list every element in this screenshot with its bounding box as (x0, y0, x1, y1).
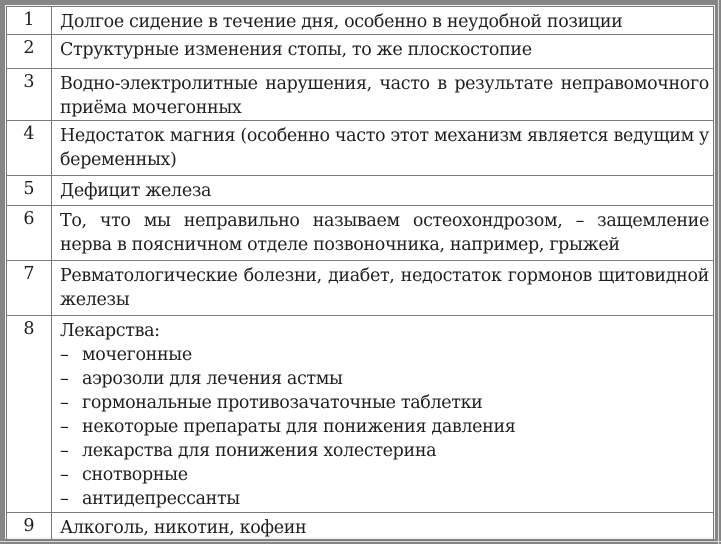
medications-heading: Лекарства: (60, 321, 160, 341)
row-number: 9 (7, 513, 52, 541)
document-sheet (6, 6, 713, 537)
table-row (7, 316, 714, 513)
row-text: Водно-электролитные нарушения, часто в результате неправомочного приёма мочегонных (52, 69, 714, 121)
table-row (7, 176, 714, 206)
dash-bullet-icon: – (60, 393, 69, 413)
dash-bullet-icon: – (60, 465, 69, 485)
table-row (7, 35, 714, 69)
dash-bullet-icon: – (60, 489, 69, 509)
medication-item (60, 439, 709, 463)
medication-item (60, 463, 709, 487)
dash-bullet-icon: – (60, 369, 69, 389)
dash-bullet-icon: – (60, 441, 69, 461)
dash-bullet-icon: – (60, 345, 69, 365)
row-number: 3 (7, 69, 52, 121)
row-text: Долгое сидение в течение дня, особенно в неудобной позиции (52, 7, 714, 35)
table-row (7, 121, 714, 176)
row-number: 2 (7, 35, 52, 69)
row-text: Недостаток магния (особенно часто этот механизм является ведущим у беременных) (52, 121, 714, 176)
row-number: 5 (7, 176, 52, 206)
table-row (7, 261, 714, 316)
row-number: 1 (7, 7, 52, 35)
medication-label: мочегонные (82, 345, 192, 365)
medication-item (60, 415, 709, 439)
frame-edge-right (718, 0, 719, 544)
causes-table (6, 6, 714, 541)
frame-edge-bottom (0, 541, 721, 542)
table-row (7, 7, 714, 35)
table-row (7, 206, 714, 261)
medication-label: аэрозоли для лечения астмы (82, 369, 343, 389)
row-number: 8 (7, 316, 52, 513)
table-row (7, 513, 714, 541)
medication-item (60, 367, 709, 391)
medication-label: некоторые препараты для понижения давления (82, 417, 516, 437)
medication-item (60, 343, 709, 367)
row-text: То, что мы неправильно называем остеохондрозом, – защемление нерва в поясничном отделе позвоночника, например, грыжей (52, 206, 714, 261)
row-text: Дефицит железа (52, 176, 714, 206)
medication-item (60, 391, 709, 415)
row-text: Структурные изменения стопы, то же плоскостопие (52, 35, 714, 69)
dash-bullet-icon: – (60, 417, 69, 437)
table-row (7, 69, 714, 121)
medication-item (60, 487, 709, 511)
medication-label: снотворные (82, 465, 188, 485)
row-number: 7 (7, 261, 52, 316)
row-number: 6 (7, 206, 52, 261)
row-text: Алкоголь, никотин, кофеин (52, 513, 714, 541)
medication-label: лекарства для понижения холестерина (82, 441, 437, 461)
medication-label: антидепрессанты (82, 489, 240, 509)
medication-label: гормональные противозачаточные таблетки (82, 393, 483, 413)
row-text (52, 316, 714, 513)
row-number: 4 (7, 121, 52, 176)
row-text: Ревматологические болезни, диабет, недостаток гормонов щитовидной железы (52, 261, 714, 316)
